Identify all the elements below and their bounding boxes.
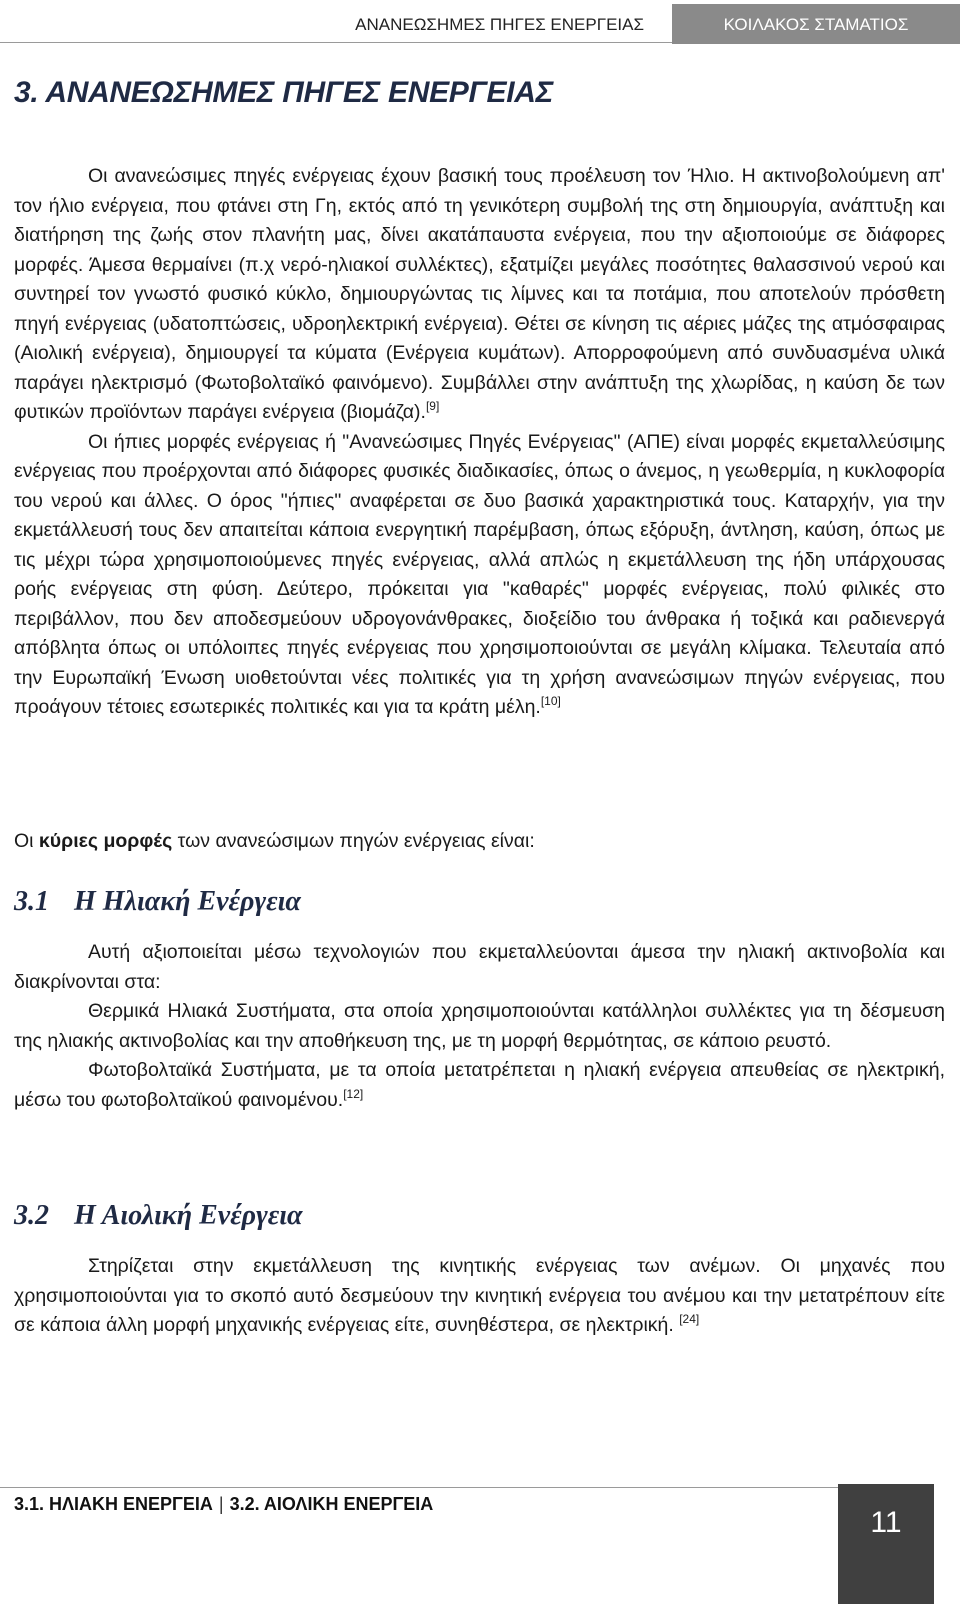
forms-line-pre: Οι [14, 830, 39, 852]
section-3-1-p3-text: Φωτοβολταϊκά Συστήματα, με τα οποία μετατρέπεται η ηλιακή ενέργεια απευθείας σε ηλεκτρική, μέσω του φωτοβολταϊκού φαινομένου. [14, 1059, 945, 1111]
header-doc-title: ΑΝΑΝΕΩΣΗΜΕΣ ΠΗΓΕΣ ΕΝΕΡΓΕΙΑΣ [355, 15, 644, 34]
forms-line-post: των ανανεώσιμων πηγών ενέργειας είναι: [172, 830, 535, 852]
reference-24: [24] [679, 1312, 700, 1326]
footer-section-left: 3.1. ΗΛΙΑΚΗ ΕΝΕΡΓΕΙΑ [14, 1494, 213, 1514]
intro-p2-text: Οι ήπιες μορφές ενέργειας ή "Ανανεώσιμες Πηγές Ενέργειας" (ΑΠΕ) είναι μορφές εκμεταλλεύσιμης ενέργειας που προέρχονται από διάφορες φυσικές διαδικασίες, όπως ο άνεμος, η γεωθερμία, η κυκλοφορία του νερού και άλλες. Ο όρος "ήπιες" αναφέρεται σε δυο βασικά χαρακτηριστικά τους. Καταρχήν, για την εκμετάλλευσή τους δεν απαιτείται κάποια ενεργητική παρέμβαση, όπως εξόρυξη, άντληση, καύση, όπως με τις μέχρι τώρα χρησιμοποιούμενες πηγές ενέργειας, αλλά απλώς η εκμετάλλευση της ήδη υπάρχουσας ροής ενέργειας στη φύση. Δεύτερο, πρόκειται για "καθαρές" μορφές ενέργειας, πολύ φιλικές στο περιβάλλον, που δεν αποδεσμεύουν υδρογονάνθρακες, διοξείδιο του άνθρακα ή τοξικά και ραδιενεργά απόβλητα όπως οι υπόλοιπες πηγές ενέργειας που χρησιμοποιούνται σε μεγάλη κλίμακα. Τελευταία από την Ευρωπαϊκή Ένωση υιοθετούνται νέες πολιτικές για τη χρήση ανανεώσιμων πηγών ενέργειας, που προάγουν τέτοιες εσωτερικές πολιτικές και για τα κράτη μέλη. [14, 430, 945, 718]
forms-line [14, 827, 945, 857]
intro-paragraph-1 [14, 162, 945, 428]
section-3-2-title: Η Αιολική Ενέργεια [74, 1200, 303, 1231]
section-3-2-paragraph-1 [14, 1252, 945, 1341]
footer-sections [14, 1494, 433, 1515]
footer-divider [0, 1487, 838, 1488]
section-3-1-title: Η Ηλιακή Ενέργεια [74, 886, 301, 917]
reference-10: [10] [540, 694, 561, 708]
section-3-1-paragraph-1: Αυτή αξιοποιείται μέσω τεχνολογιών που εκμεταλλεύονται άμεσα την ηλιακή ακτινοβολία και διακρίνονται στα: [14, 941, 945, 993]
section-3-1-paragraph-2: Θερμικά Ηλιακά Συστήματα, στα οποία χρησιμοποιούνται κατάλληλοι συλλέκτες για τη δέσμευση της ηλιακής ακτινοβολίας και την αποθήκευση της, με τη μορφή θερμότητας, σε κάποιο ρευστό. [14, 1000, 945, 1052]
chapter-title: 3. ΑΝΑΝΕΩΣΗΜΕΣ ΠΗΓΕΣ ΕΝΕΡΓΕΙΑΣ [14, 76, 554, 109]
page-number: 11 [870, 1506, 902, 1539]
section-3-1-paragraph-3 [14, 1056, 945, 1115]
section-3-2-number: 3.2 [14, 1200, 49, 1231]
section-3-1-text [14, 938, 945, 1115]
intro-text [14, 162, 945, 723]
intro-p1-part-a: Οι ανανεώσιμες πηγές ενέργειας έχουν βασική τους προέλευση τον Ήλιο. Η ακτινοβολούμενη απ' τον ήλιο ενέργεια, που φτάνει στη Γη, εκτός από τη γενικότερη συμβολή της στη δημιουργία, ανάπτυξη και διατήρηση της ζωής στον πλανήτη μας, δίνει ακατάπαυστα ενέργεια, που την αξιοποιούμε σε διάφορες μορφές. Άμεσα θερμαίνει (π. [14, 165, 945, 276]
section-3-2-heading [14, 1200, 303, 1232]
section-3-2-text [14, 1252, 945, 1341]
intro-p1-part-b: χ νερό-ηλιακοί συλλέκτες), εξατμίζει μεγάλες ποσότητες θαλασσινού νερού και συντηρεί τον γνωστό φυσικό κύκλο, δημιουργώντας τις λίμνες και τα ποτάμια, που αποτελούν πρόσθετη πηγή ενέργειας (υδατοπτώσεις, υδροηλεκτρική ενέργεια). Θέτει σε κίνηση τις αέριες μάζες της ατμόσφαιρας (Αιολική ενέργεια), δημιουργεί τα κύματα (Ενέργεια κυμάτων). Απορροφούμενη από συνδυασμένα υλικά παράγει ηλεκτρισμό (Φωτοβολταϊκό φαινόμενο). Συμβάλλει στην ανάπτυξη της χλωρίδας, η καύση δε των φυτικών προϊόντων παράγει ενέργεια (βιομάζα). [14, 253, 945, 423]
page-number-box [838, 1484, 934, 1604]
reference-12: [12] [343, 1086, 364, 1101]
footer-section-right: 3.2. ΑΙΟΛΙΚΗ ΕΝΕΡΓΕΙΑ [229, 1494, 434, 1514]
header-author: ΚΟΙΛΑΚΟΣ ΣΤΑΜΑΤΙΟΣ [723, 15, 909, 34]
header-author-box [672, 4, 960, 44]
intro-paragraph-2 [14, 428, 945, 723]
header-divider [0, 42, 672, 43]
section-3-1-number: 3.1 [14, 886, 49, 917]
forms-line-bold: κύριες μορφές [38, 830, 173, 852]
reference-9: [9] [425, 399, 440, 413]
section-3-1-heading [14, 886, 301, 918]
section-3-2-p1-text: Στηρίζεται στην εκμετάλλευση της κινητικής ενέργειας των ανέμων. Οι μηχανές που χρησιμοποιούνται για το σκοπό αυτό δεσμεύουν την κινητική ενέργεια του ανέμου και την μετατρέπουν είτε σε κάποια άλλη μορφή μηχανικής ενέργειας είτε, συνηθέστερα, σε ηλεκτρική. [14, 1255, 945, 1336]
footer-separator: | [218, 1494, 224, 1514]
